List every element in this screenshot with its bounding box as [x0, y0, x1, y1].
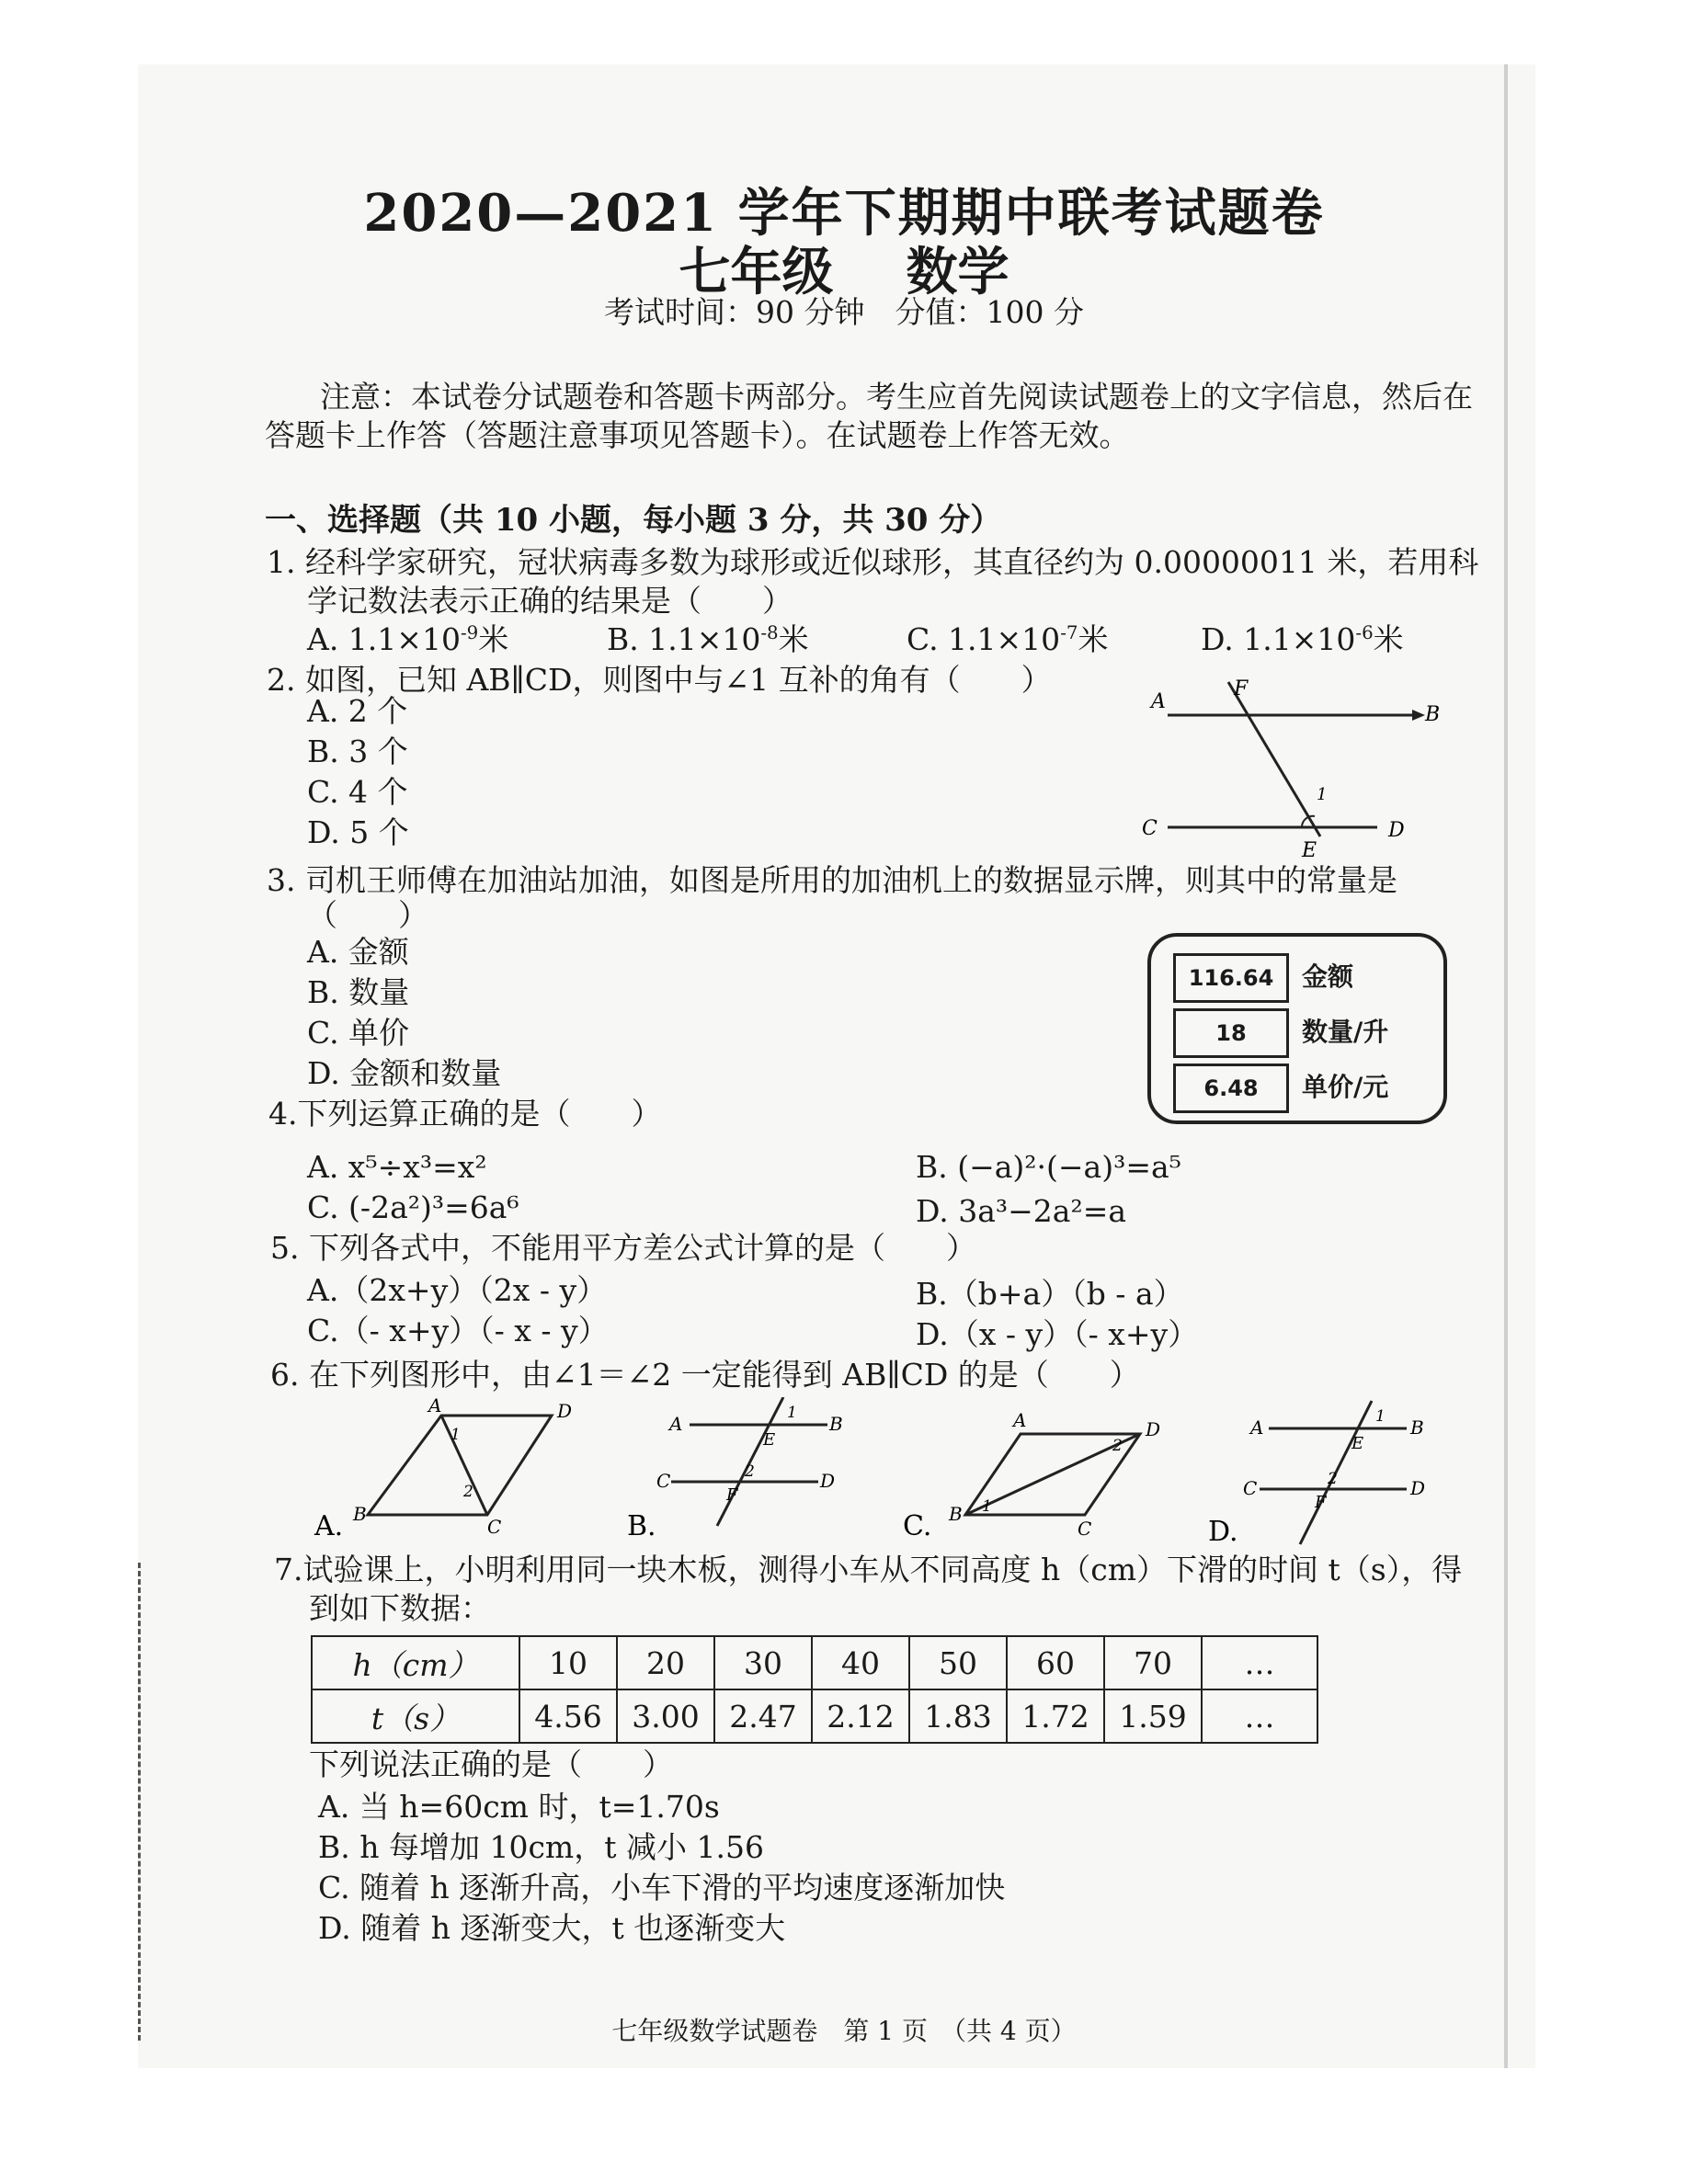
section-title: 一、选择题（共 10 小题，每小题 3 分，共 30 分） [265, 502, 1002, 539]
q2-label-d: D [1388, 819, 1405, 842]
q4-stem: 4.下列运算正确的是（ ） [268, 1096, 662, 1132]
q1-line-1: 1. 经科学家研究，冠状病毒多数为球形或近似球形，其直径约为 0.00000011 米，若用科 [267, 544, 1479, 580]
q7-option-c[interactable]: C. 随着 h 逐渐升高，小车下滑的平均速度逐渐加快 [318, 1870, 1006, 1905]
table-row-h [312, 1636, 1317, 1689]
q2-option-a[interactable]: A. 2 个 [307, 693, 408, 729]
q3-line-2: （ ） [307, 897, 428, 933]
notice-line-1: 注意：本试卷分试题卷和答题卡两部分。考生应首先阅读试题卷上的文字信息，然后在 [320, 379, 1473, 415]
svg-text:C: C [1078, 1518, 1092, 1540]
fuel-label-amount: 金额 [1302, 961, 1354, 992]
paper-edge [1504, 64, 1508, 2068]
svg-text:D: D [1410, 1477, 1426, 1499]
q2-stem: 2. 如图，已知 AB∥CD，则图中与∠1 互补的角有（ ） [267, 662, 1052, 698]
exam-info: 考试时间：90 分钟 分值：100 分 [604, 294, 1084, 330]
page-footer: 七年级数学试题卷 第 1 页 （共 4 页） [611, 2016, 1077, 2046]
fuel-value-price: 6.48 [1173, 1064, 1289, 1113]
q4-option-a[interactable]: A. x⁵÷x³=x² [307, 1149, 487, 1185]
table-cell: … [1202, 1636, 1317, 1689]
q5-stem: 5. 下列各式中，不能用平方差公式计算的是（ ） [270, 1230, 976, 1266]
q4-option-c[interactable]: C. (-2a²)³=6a⁶ [307, 1189, 519, 1225]
svg-text:A: A [669, 1413, 683, 1435]
q5-option-b[interactable]: B.（b+a）（b - a） [916, 1276, 1184, 1312]
svg-text:D: D [1146, 1418, 1161, 1440]
svg-text:D: D [557, 1400, 573, 1422]
svg-text:E: E [1352, 1434, 1364, 1453]
q7-line-1: 7.试验课上，小明利用同一块木板，测得小车从不同高度 h（cm）下滑的时间 t（s），得 [274, 1552, 1463, 1587]
table-cell: 70 [1104, 1636, 1202, 1689]
q2-label-b: B [1425, 703, 1441, 726]
q5-option-c[interactable]: C.（- x+y）（- x - y） [307, 1313, 609, 1348]
q2-label-e: E [1302, 839, 1317, 862]
q2-option-d[interactable]: D. 5 个 [307, 814, 409, 850]
svg-text:2: 2 [463, 1483, 473, 1501]
q6-option-b-label: B. [627, 1510, 656, 1542]
table-cell: 1.83 [909, 1689, 1007, 1743]
q7-option-d[interactable]: D. 随着 h 逐渐变大，t 也逐渐变大 [318, 1910, 786, 1946]
q5-option-d[interactable]: D.（x - y）（- x+y） [916, 1316, 1199, 1352]
svg-text:C: C [487, 1516, 502, 1538]
svg-text:F: F [1315, 1493, 1327, 1512]
q3-line-1: 3. 司机王师傅在加油站加油，如图是所用的加油机上的数据显示牌，则其中的常量是 [267, 862, 1397, 898]
fuel-row-volume [1173, 1008, 1423, 1054]
svg-text:D: D [820, 1470, 836, 1492]
exam-title: 2020—2021 学年下期期中联考试题卷 [363, 183, 1325, 244]
svg-text:B: B [1410, 1416, 1424, 1439]
notice-line-2: 答题卡上作答（答题注意事项见答题卡）。在试题卷上作答无效。 [265, 417, 1130, 453]
q4-option-d[interactable]: D. 3a³−2a²=a [916, 1193, 1127, 1229]
table-cell: 1.59 [1104, 1689, 1202, 1743]
table-cell: 50 [909, 1636, 1007, 1689]
table-cell: 10 [519, 1636, 617, 1689]
svg-text:B: B [353, 1503, 367, 1525]
table-cell: 3.00 [617, 1689, 714, 1743]
table-cell: 2.12 [812, 1689, 909, 1743]
fuel-value-volume: 18 [1173, 1008, 1289, 1058]
table-cell: 1.72 [1007, 1689, 1104, 1743]
q6-option-c-label: C. [903, 1510, 932, 1542]
svg-text:1: 1 [787, 1404, 797, 1422]
q1-line-2: 学记数法表示正确的结果是（ ） [307, 583, 793, 619]
table-cell: 30 [714, 1636, 812, 1689]
q6-figure-b [627, 1397, 843, 1542]
table-row-t [312, 1689, 1317, 1743]
q7-data-table [311, 1635, 1318, 1744]
q1-option-c[interactable]: C. $1.1\times 10^{-7}$米 [907, 621, 1109, 657]
q1-option-d[interactable]: D. $1.1\times 10^{-6}$米 [1201, 621, 1404, 657]
fuel-row-amount [1173, 953, 1423, 999]
q7-option-a[interactable]: A. 当 h=60cm 时，t=1.70s [318, 1789, 720, 1825]
q5-option-a[interactable]: A.（2x+y）（2x - y） [307, 1272, 608, 1308]
svg-text:E: E [763, 1430, 776, 1450]
fuel-label-volume: 数量/升 [1302, 1017, 1389, 1047]
table-cell: 20 [617, 1636, 714, 1689]
q6-figures [303, 1397, 1499, 1549]
svg-text:F: F [726, 1485, 738, 1505]
grade-label: 七年级 [679, 242, 834, 302]
q3-option-b[interactable]: B. 数量 [307, 974, 410, 1010]
q2-angle-label: 1 [1317, 785, 1328, 804]
q6-option-a-label: A. [314, 1510, 344, 1542]
q6-figure-d [1208, 1401, 1425, 1548]
q6-figure-c [903, 1409, 1160, 1542]
table-header-t: t（s） [312, 1689, 519, 1743]
svg-text:B: B [949, 1503, 963, 1525]
binding-line [138, 1563, 141, 2041]
fuel-value-amount: 116.64 [1173, 953, 1289, 1003]
q6-option-d-label: D. [1208, 1516, 1238, 1548]
fuel-display-panel [1147, 933, 1447, 1124]
q7-line-2: 到如下数据： [309, 1590, 491, 1626]
svg-text:1: 1 [1375, 1407, 1386, 1426]
q7-question: 下列说法正确的是（ ） [309, 1746, 673, 1782]
q3-option-d[interactable]: D. 金额和数量 [307, 1055, 502, 1091]
table-cell: 60 [1007, 1636, 1104, 1689]
svg-text:2: 2 [1328, 1470, 1338, 1488]
svg-text:C: C [1243, 1477, 1258, 1499]
table-cell: … [1202, 1689, 1317, 1743]
q2-option-b[interactable]: B. 3 个 [307, 734, 408, 769]
q3-option-c[interactable]: C. 单价 [307, 1015, 410, 1051]
fuel-label-price: 单价/元 [1302, 1072, 1389, 1102]
svg-text:A: A [1013, 1409, 1027, 1431]
q6-stem: 6. 在下列图形中，由∠1＝∠2 一定能得到 AB∥CD 的是（ ） [270, 1357, 1140, 1393]
subject-label: 数学 [906, 242, 1009, 302]
table-cell: 2.47 [714, 1689, 812, 1743]
svg-text:1: 1 [982, 1497, 992, 1516]
q1-option-b[interactable]: B. $1.1\times 10^{-8}$米 [607, 621, 809, 657]
q1-option-a[interactable]: A. $1.1\times 10^{-9}$米 [307, 621, 509, 657]
svg-text:A: A [1250, 1416, 1264, 1439]
q2-label-f: F [1234, 677, 1249, 700]
q6-figure-a [314, 1397, 572, 1542]
q2-figure [1140, 662, 1443, 864]
svg-text:2: 2 [745, 1462, 755, 1481]
svg-text:2: 2 [1112, 1437, 1123, 1455]
svg-text:1: 1 [451, 1426, 461, 1444]
q4-option-b[interactable]: B. (−a)²·(−a)³=a⁵ [916, 1149, 1181, 1185]
svg-text:C: C [656, 1470, 671, 1492]
svg-text:A: A [428, 1397, 442, 1416]
fuel-row-price [1173, 1064, 1423, 1109]
q3-option-a[interactable]: A. 金额 [307, 934, 409, 970]
table-cell: 4.56 [519, 1689, 617, 1743]
q7-option-b[interactable]: B. h 每增加 10cm，t 减小 1.56 [318, 1829, 764, 1865]
svg-text:B: B [829, 1413, 843, 1435]
q2-label-a: A [1151, 690, 1166, 713]
table-header-h: h（cm） [312, 1636, 519, 1689]
table-cell: 40 [812, 1636, 909, 1689]
q2-option-c[interactable]: C. 4 个 [307, 774, 408, 810]
q2-label-c: C [1142, 817, 1158, 840]
